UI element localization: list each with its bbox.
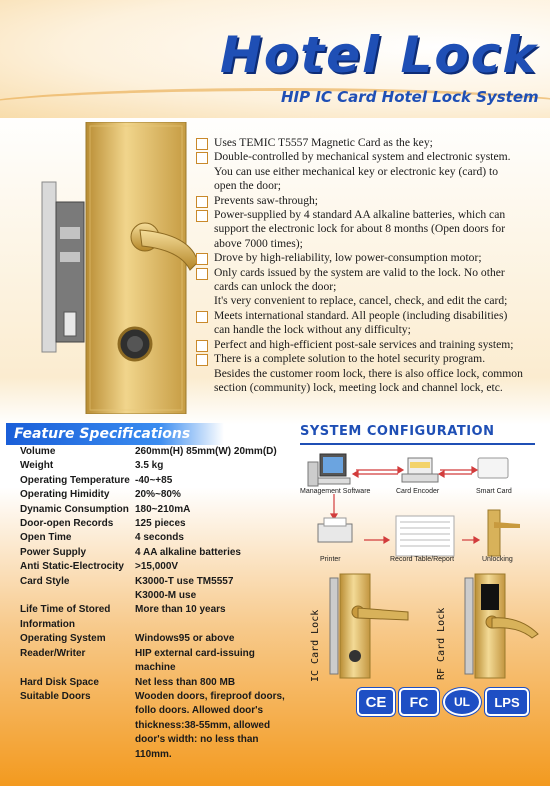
feature-text: cards can unlock the door;	[214, 280, 337, 294]
spec-value-line: Windows95 or above	[135, 633, 235, 645]
feature-item-continuation	[196, 237, 536, 251]
spec-key-line: Life Time of Stored	[20, 604, 111, 616]
checkbox-icon	[196, 340, 208, 352]
feature-item	[196, 150, 536, 164]
hotel-lock-image	[40, 122, 200, 414]
spec-row	[20, 603, 320, 632]
label-smart-card: Smart Card	[476, 488, 512, 495]
feature-item	[196, 266, 536, 280]
feature-item	[196, 208, 536, 222]
spec-value-line: K3000-T use TM5557	[135, 575, 234, 587]
specifications-table	[20, 445, 320, 762]
spec-key-line: Weight	[20, 460, 54, 472]
spec-key	[20, 517, 135, 531]
spec-key	[20, 676, 135, 690]
feature-item	[196, 136, 536, 150]
spec-key	[20, 488, 135, 502]
certification-badges	[357, 688, 529, 716]
spec-value	[135, 517, 320, 531]
spec-value-line: 3.5 kg	[135, 460, 164, 472]
feature-text: It's very convenient to replace, cancel, check, and edit the card;	[214, 294, 508, 308]
feature-text: Drove by high-reliability, low power-consumption motor;	[214, 251, 482, 265]
checkbox-icon	[196, 311, 208, 323]
spec-key	[20, 531, 135, 545]
spec-value	[135, 546, 320, 560]
feature-item-continuation	[196, 280, 536, 294]
spec-row	[20, 517, 320, 531]
spec-value-line: 4 seconds	[135, 532, 184, 544]
spec-row	[20, 647, 320, 676]
spec-row	[20, 560, 320, 574]
spec-row	[20, 632, 320, 646]
spec-key	[20, 647, 135, 676]
feature-item	[196, 194, 536, 208]
lps-mark-icon: LPS	[485, 688, 529, 716]
spec-row	[20, 445, 320, 459]
feature-text: Power-supplied by 4 standard AA alkaline batteries, which can	[214, 208, 506, 222]
feature-text: There is a complete solution to the hotel security program.	[214, 352, 486, 366]
spec-value-line: 180~210mA	[135, 503, 191, 515]
page-title: Hotel Lock	[220, 26, 538, 84]
spec-value	[135, 575, 320, 604]
checkbox-icon	[196, 253, 208, 265]
spec-key-line: Card Style	[20, 575, 70, 587]
spec-value	[135, 647, 320, 676]
feature-text: Meets international standard. All people (including disabilities)	[214, 308, 508, 322]
spec-key	[20, 546, 135, 560]
spec-value-line: follo doors. Allowed door's	[135, 705, 264, 717]
spec-key	[20, 603, 135, 632]
spec-value	[135, 459, 320, 473]
feature-text: support the electronic lock for about 8 months (Open doors for	[214, 222, 506, 236]
feature-item	[196, 352, 536, 366]
spec-row	[20, 488, 320, 502]
spec-key	[20, 503, 135, 517]
spec-value	[135, 503, 320, 517]
spec-value-line: 125 pieces	[135, 518, 186, 530]
spec-value-line: >15,000V	[135, 561, 179, 573]
checkbox-icon	[196, 354, 208, 366]
spec-row	[20, 575, 320, 604]
spec-key	[20, 459, 135, 473]
feature-item-continuation	[196, 323, 536, 337]
spec-value-line: machine	[135, 662, 176, 674]
feature-text: Besides the customer room lock, there is also office lock, common	[214, 366, 523, 380]
spec-value-line: 260mm(H) 85mm(W) 20mm(D)	[135, 446, 277, 457]
system-diagram-graphics	[298, 448, 538, 568]
feature-text: can handle the lock without any difficulty;	[214, 323, 411, 337]
feature-item	[196, 338, 536, 352]
spec-key-line: Anti Static-Electrocity	[20, 561, 124, 573]
spec-value	[135, 445, 320, 459]
label-record-table-report: Record Table/Report	[390, 556, 455, 563]
spec-key-line: Hard Disk Space	[20, 676, 99, 688]
label-card-encoder: Card Encoder	[396, 488, 440, 495]
fcc-mark-icon: FC	[399, 688, 439, 716]
spec-key	[20, 560, 135, 574]
feature-item-continuation	[196, 222, 536, 236]
card-encoder-icon	[402, 458, 438, 482]
feature-text: Uses TEMIC T5557 Magnetic Card as the key;	[214, 136, 433, 149]
spec-key	[20, 575, 135, 604]
spec-key-line: Operating System	[20, 633, 106, 645]
checkbox-icon	[196, 196, 208, 208]
spec-row	[20, 676, 320, 690]
spec-key-line: Power Supply	[20, 546, 87, 558]
feature-list	[196, 136, 536, 395]
spec-row	[20, 546, 320, 560]
ce-mark-icon: CE	[357, 688, 395, 716]
feature-item	[196, 251, 536, 265]
spec-row	[20, 690, 320, 762]
unlocking-lock-icon	[488, 510, 520, 556]
spec-value-line: thickness:38-55mm, allowed	[135, 719, 271, 731]
spec-value	[135, 632, 320, 646]
feature-text: Only cards issued by the system are valid to the lock. No other	[214, 265, 505, 279]
label-management-software: Management Software	[300, 488, 371, 495]
spec-row	[20, 531, 320, 545]
spec-key	[20, 474, 135, 488]
spec-value	[135, 488, 320, 502]
ic-card-lock-label: IC Card Lock	[310, 609, 321, 682]
feature-item-continuation	[196, 367, 536, 381]
spec-key-line: Open Time	[20, 532, 72, 544]
feature-item-continuation	[196, 179, 536, 193]
spec-value	[135, 560, 320, 574]
spec-key-line: Reader/Writer	[20, 647, 86, 659]
spec-value-line: -40~+85	[135, 474, 173, 486]
spec-value-line: More than 10 years	[135, 604, 226, 616]
feature-text: section (community) lock, meeting lock and channel lock, etc.	[214, 380, 503, 394]
spec-value-line: Wooden doors, fireproof doors,	[135, 690, 285, 702]
spec-key-line: Dynamic Consumption	[20, 503, 129, 515]
page-subtitle: HIP IC Card Hotel Lock System	[281, 88, 539, 106]
spec-value-line: K3000-M use	[135, 590, 197, 602]
checkbox-icon	[196, 210, 208, 222]
spec-value-line: 110mm.	[135, 748, 172, 760]
feature-text: Perfect and high-efficient post-sale services and training system;	[214, 337, 514, 351]
spec-key-line: Operating Temperature	[20, 474, 130, 486]
feature-item	[196, 309, 536, 323]
spec-key	[20, 445, 135, 459]
ul-mark-icon: UL	[443, 688, 481, 716]
spec-key	[20, 632, 135, 646]
spec-value-line: 20%~80%	[135, 489, 181, 501]
computer-icon	[308, 454, 350, 486]
feature-item-continuation	[196, 165, 536, 179]
spec-key-line: Volume	[20, 446, 56, 457]
feature-item-continuation	[196, 294, 536, 308]
spec-value-line: door's width: no less than	[135, 734, 259, 746]
feature-item-continuation	[196, 381, 536, 395]
spec-key-line: Suitable Doors	[20, 690, 91, 702]
spec-value-line: HIP external card-issuing	[135, 647, 255, 659]
spec-row	[20, 474, 320, 488]
spec-key	[20, 690, 135, 762]
checkbox-icon	[196, 138, 208, 150]
system-configuration-heading: SYSTEM CONFIGURATION	[300, 424, 495, 439]
card-locks-image	[300, 572, 540, 684]
feature-text: You can use either mechanical key or electronic key (card) to	[214, 164, 499, 178]
system-diagram	[298, 448, 538, 568]
spec-row	[20, 503, 320, 517]
label-unlocking: Unlocking	[482, 556, 513, 563]
checkbox-icon	[196, 268, 208, 280]
label-printer: Printer	[320, 556, 341, 563]
smart-card-icon	[478, 458, 508, 478]
spec-key-line: Door-open Records	[20, 518, 114, 530]
feature-text: Prevents saw-through;	[214, 193, 319, 207]
feature-text: Double-controlled by mechanical system and electronic system.	[214, 150, 511, 164]
spec-value-line: Net less than 800 MB	[135, 676, 236, 688]
feature-text: open the door;	[214, 179, 281, 193]
spec-value	[135, 531, 320, 545]
spec-value	[135, 603, 320, 632]
spec-row	[20, 459, 320, 473]
checkbox-icon	[196, 152, 208, 164]
spec-value	[135, 690, 320, 762]
printer-icon	[318, 518, 352, 542]
specifications-heading: Feature Specifications	[6, 423, 224, 445]
system-heading-rule	[300, 443, 535, 445]
spec-value	[135, 676, 320, 690]
feature-text: above 7000 times);	[214, 236, 303, 250]
spec-value	[135, 474, 320, 488]
report-sheet-icon	[396, 516, 454, 556]
rf-card-lock-label: RF Card Lock	[436, 607, 447, 680]
spec-key-line: Information	[20, 618, 75, 630]
spec-key-line: Operating Himidity	[20, 489, 110, 501]
spec-value-line: 4 AA alkaline batteries	[135, 546, 241, 558]
